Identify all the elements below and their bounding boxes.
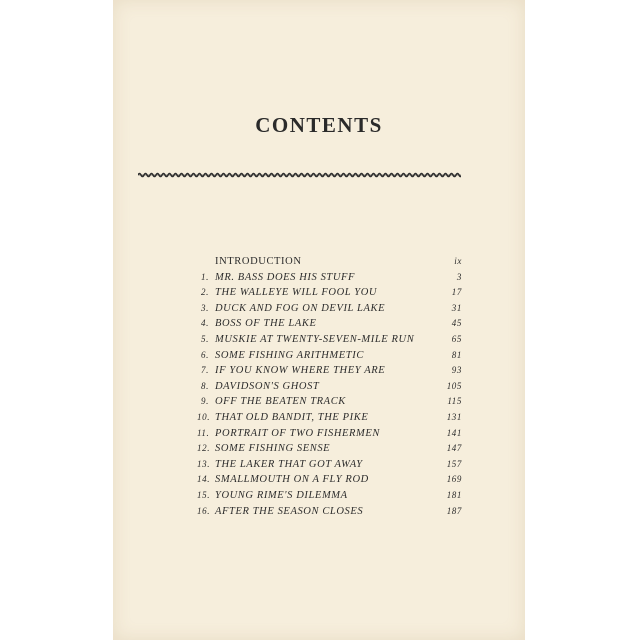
toc-entry [197,379,462,395]
toc-entry-title: YOUNG RIME'S DILEMMA [215,489,348,501]
toc-entry-page: 147 [446,443,462,454]
toc-entry-number: 14. [197,474,211,485]
toc-entry-page: 93 [451,365,462,376]
toc-entry-title: THE WALLEYE WILL FOOL YOU [215,287,378,299]
toc-entry-page: ix [454,256,462,266]
toc-entry-page: 181 [446,489,462,500]
toc-entry [197,504,462,520]
toc-entry-number: 9. [201,396,209,407]
book-page [113,0,525,640]
toc-entry-number: 10. [197,411,211,422]
toc-entry [197,410,462,426]
toc-entry-title: IF YOU KNOW WHERE THEY ARE [215,365,386,377]
toc-entry-number: 4. [201,318,209,329]
toc-entry-number: 7. [201,365,209,376]
toc-entry-title: OFF THE BEATEN TRACK [215,396,346,408]
toc-entry-number: 8. [201,380,209,391]
toc-entry-number: 13. [197,458,211,469]
toc-entry-page: 17 [451,287,462,298]
toc-entry-number: 2. [201,287,209,298]
toc-entry-number: 1. [201,271,209,282]
toc-entry [197,457,462,473]
toc-entry-page: 131 [446,411,462,422]
toc-entry-number: 15. [197,489,211,500]
toc-entry-title: DAVIDSON'S GHOST [215,380,320,392]
toc-entry [197,270,462,286]
toc-entry-title: DUCK AND FOG ON DEVIL LAKE [215,302,386,314]
toc-entry [197,441,462,457]
toc-entry-title: MR. BASS DOES HIS STUFF [215,271,356,283]
toc-entry [197,301,462,317]
toc-entry-title: AFTER THE SEASON CLOSES [215,505,364,517]
table-of-contents [197,254,462,519]
toc-entry-number: 12. [197,443,211,454]
toc-entry-title: THAT OLD BANDIT, THE PIKE [215,411,369,423]
toc-entry-page: 105 [446,380,462,391]
toc-entry-number: 5. [201,333,209,344]
toc-entry-number: 3. [201,302,209,313]
decorative-rule [138,170,461,180]
toc-entry-page: 157 [446,458,462,469]
toc-entry-page: 3 [456,271,462,282]
toc-entry-title: INTRODUCTION [215,256,302,267]
toc-entry-title: SOME FISHING ARITHMETIC [215,349,364,361]
toc-entry-page: 81 [451,349,462,360]
toc-entry-page: 141 [446,427,462,438]
page-title: CONTENTS [255,113,383,137]
toc-entry-number: 11. [197,427,210,438]
toc-entry [197,394,462,410]
toc-entry-page: 169 [446,474,462,485]
toc-entry [197,426,462,442]
toc-entry-number: 16. [197,505,211,516]
toc-entry-introduction [197,254,462,270]
toc-entry-number: 6. [201,349,209,360]
toc-entry-title: THE LAKER THAT GOT AWAY [215,458,363,470]
toc-entry-page: 115 [447,396,462,407]
toc-entry [197,488,462,504]
toc-entry-page: 45 [451,318,462,329]
toc-entry-page: 31 [451,302,462,313]
toc-entry-title: MUSKIE AT TWENTY-SEVEN-MILE RUN [215,333,415,345]
toc-entry [197,363,462,379]
toc-entry-title: BOSS OF THE LAKE [215,318,317,330]
toc-entry [197,472,462,488]
toc-entry [197,316,462,332]
toc-entry-title: SOME FISHING SENSE [215,443,331,455]
toc-entry-title: PORTRAIT OF TWO FISHERMEN [215,427,380,439]
toc-entry [197,348,462,364]
toc-entry-page: 65 [451,333,462,344]
toc-entry [197,285,462,301]
toc-entry-title: SMALLMOUTH ON A FLY ROD [215,474,369,486]
toc-entry [197,332,462,348]
toc-entry-page: 187 [446,505,462,516]
